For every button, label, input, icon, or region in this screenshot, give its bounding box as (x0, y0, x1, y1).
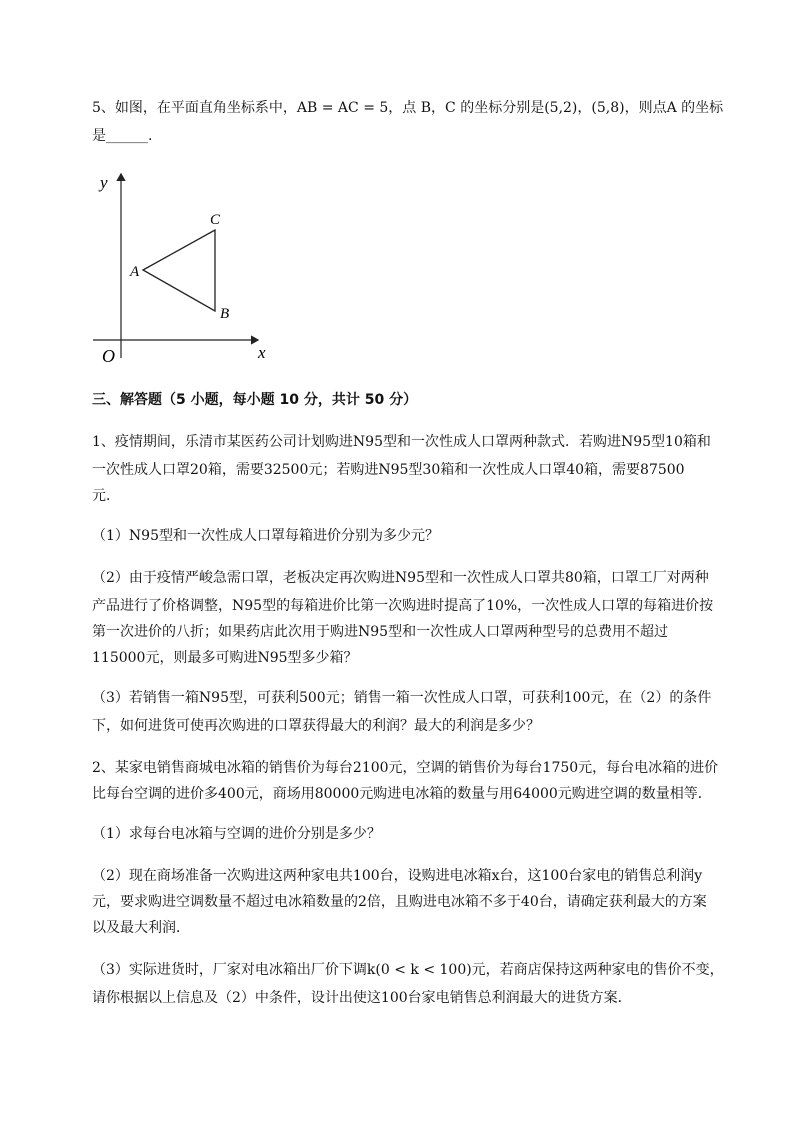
x-axis-label: x (258, 343, 266, 362)
p1-q2-line-2: 产品进行了价格调整，N95型的每箱进价比第一次购进时提高了10%，一次性成人口罩的每箱进价按 (92, 598, 714, 614)
triangle-abc (143, 230, 215, 311)
p1-stem-line-1: 1、疫情期间，乐清市某医药公司计划购进N95型和一次性成人口罩两种款式．若购进N95型10箱和 (92, 434, 711, 450)
p2-q2-line-1: （2）现在商场准备一次购进这两种家电共100台，设购进电冰箱x台，这100台家电的销售总利润y (92, 868, 703, 884)
p2-stem-line-2: 比每台空调的进价多400元，商场用80000元购进电冰箱的数量与用64000元购进空调的数量相等． (92, 786, 712, 802)
p1-q2-line-1: （2）由于疫情严峻急需口罩，老板决定再次购进N95型和一次性成人口罩共80箱，口罩工厂对两种 (92, 570, 709, 586)
p2-q2-line-3: 以及最大利润． (92, 920, 190, 936)
p2-q3-line-1: （3）实际进货时，厂家对电冰箱出厂价下调k(0 < k < 100)元，若商店保持这两种家电的售价不变， (92, 962, 724, 978)
p1-q3-line-2: 下，如何进货可使再次购进的口罩获得最大的利润？最大的利润是多少？ (92, 718, 540, 734)
coordinate-figure (88, 168, 288, 373)
p1-stem-line-3: 元． (92, 488, 120, 504)
section-3-title: 三、解答题（5 小题，每小题 10 分，共计 50 分） (92, 392, 418, 408)
p2-question-1: （1）求每台电冰箱与空调的进价分别是多少？ (92, 826, 381, 842)
point-c-label: C (210, 212, 221, 228)
p2-q3-line-2: 请你根据以上信息及（2）中条件，设计出使这100台家电销售总利润最大的进货方案． (92, 990, 632, 1006)
origin-label: O (102, 346, 115, 366)
p1-question-1: （1）N95型和一次性成人口罩每箱进价分别为多少元？ (92, 528, 439, 544)
y-axis-label: y (100, 173, 108, 192)
p1-q2-line-3: 第一次进价的八折；如果药店此次用于购进N95型和一次性成人口罩两种型号的总费用不超过 (92, 624, 669, 640)
point-b-label: B (220, 306, 230, 322)
p2-stem-line-1: 2、某家电销售商城电冰箱的销售价为每台2100元，空调的销售价为每台1750元，每台电冰箱的进价 (92, 760, 719, 776)
point-a-label: A (130, 264, 140, 280)
q5-text-line-1: 5、如图，在平面直角坐标系中，AB = AC = 5，点 B，C 的坐标分别是(5,2)，(5,8)，则点A 的坐标 (92, 100, 724, 116)
p1-q3-line-1: （3）若销售一箱N95型，可获利500元；销售一箱一次性成人口罩，可获利100元，在（2）的条件 (92, 690, 712, 706)
p2-q2-line-2: 元，要求购进空调数量不超过电冰箱数量的2倍，且购进电冰箱不多于40台，请确定获利最大的方案 (92, 894, 707, 910)
p1-stem-line-2: 一次性成人口罩20箱，需要32500元；若购进N95型30箱和一次性成人口罩40箱，需要87500 (92, 462, 685, 478)
p1-q2-line-4: 115000元，则最多可购进N95型多少箱？ (92, 650, 358, 666)
q5-text-line-2: 是______. (92, 128, 153, 144)
